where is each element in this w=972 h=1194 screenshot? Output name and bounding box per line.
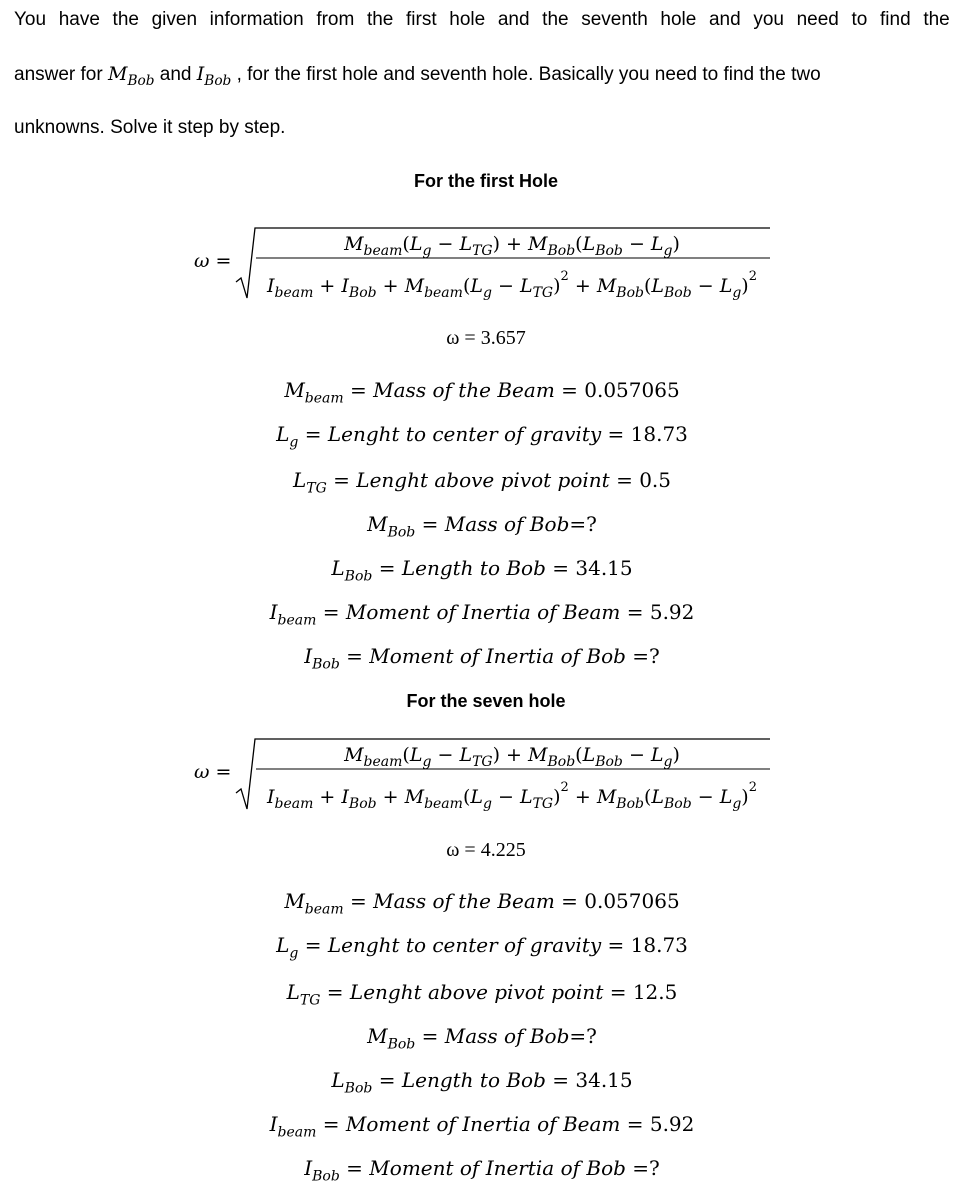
omega-formula-1 bbox=[0, 220, 972, 310]
def-m-beam: $M_{beam}$ = Mass of the Beam = 0.057065 bbox=[284, 378, 680, 407]
def-l-g: $L_g$ = Lenght to center of gravity = 18.73 bbox=[276, 933, 688, 962]
denominator: $I_{beam} + I_{Bob} + M_{beam}(L_g - L_{TG})^2 + M_{Bob}(L_{Bob} - L_g)^2$ bbox=[267, 269, 757, 301]
symbol-m-bob: $M_{Bob}$ bbox=[107, 63, 155, 89]
omega-label: ω = bbox=[194, 250, 232, 272]
def-m-bob: $M_{Bob}$ = Mass of Bob=? bbox=[367, 512, 597, 541]
omega-value-1: ω = 3.657 bbox=[446, 327, 526, 349]
def-l-bob: $L_{Bob}$ = Length to Bob = 34.15 bbox=[331, 1068, 633, 1097]
def-l-g: $L_g$ = Lenght to center of gravity = 18.73 bbox=[276, 422, 688, 451]
intro-line-3: unknowns. Solve it step by step. bbox=[14, 117, 286, 138]
def-l-tg: $L_{TG}$ = Lenght above pivot point = 12.5 bbox=[286, 980, 678, 1009]
denominator: $I_{beam} + I_{Bob} + M_{beam}(L_g - L_{TG})^2 + M_{Bob}(L_{Bob} - L_g)^2$ bbox=[267, 780, 757, 812]
def-l-tg: $L_{TG}$ = Lenght above pivot point = 0.5 bbox=[292, 468, 671, 497]
def-i-bob: $I_{Bob}$ = Moment of Inertia of Bob =? bbox=[304, 644, 660, 673]
def-m-beam: $M_{beam}$ = Mass of the Beam = 0.057065 bbox=[284, 889, 680, 918]
omega-label: ω = bbox=[194, 761, 232, 783]
numerator: $M_{beam}(L_g - L_{TG}) + M_{Bob}(L_{Bob} - L_g)$ bbox=[344, 744, 680, 770]
def-i-bob: $I_{Bob}$ = Moment of Inertia of Bob =? bbox=[304, 1156, 660, 1185]
def-l-bob: $L_{Bob}$ = Length to Bob = 34.15 bbox=[331, 556, 633, 585]
section-heading-seven-hole: For the seven hole bbox=[406, 691, 566, 711]
intro-line-1: You have the given information from the first hole and the seventh hole and you need to find the bbox=[14, 9, 950, 30]
def-i-beam: $I_{beam}$ = Moment of Inertia of Beam = 5.92 bbox=[269, 600, 695, 629]
section-heading-first-hole: For the first Hole bbox=[413, 171, 558, 191]
def-i-beam: $I_{beam}$ = Moment of Inertia of Beam = 5.92 bbox=[269, 1112, 695, 1141]
omega-value-2: ω = 4.225 bbox=[446, 839, 526, 861]
omega-formula-2 bbox=[0, 731, 972, 821]
symbol-i-bob: $I_{Bob}$ bbox=[196, 63, 232, 89]
numerator: $M_{beam}(L_g - L_{TG}) + M_{Bob}(L_{Bob} - L_g)$ bbox=[344, 233, 680, 259]
def-m-bob: $M_{Bob}$ = Mass of Bob=? bbox=[367, 1024, 597, 1053]
intro-line-2: answer for $M_{Bob}$ and $I_{Bob}$ , for the first hole and seventh hole. Basically you need to find the two bbox=[14, 63, 821, 89]
